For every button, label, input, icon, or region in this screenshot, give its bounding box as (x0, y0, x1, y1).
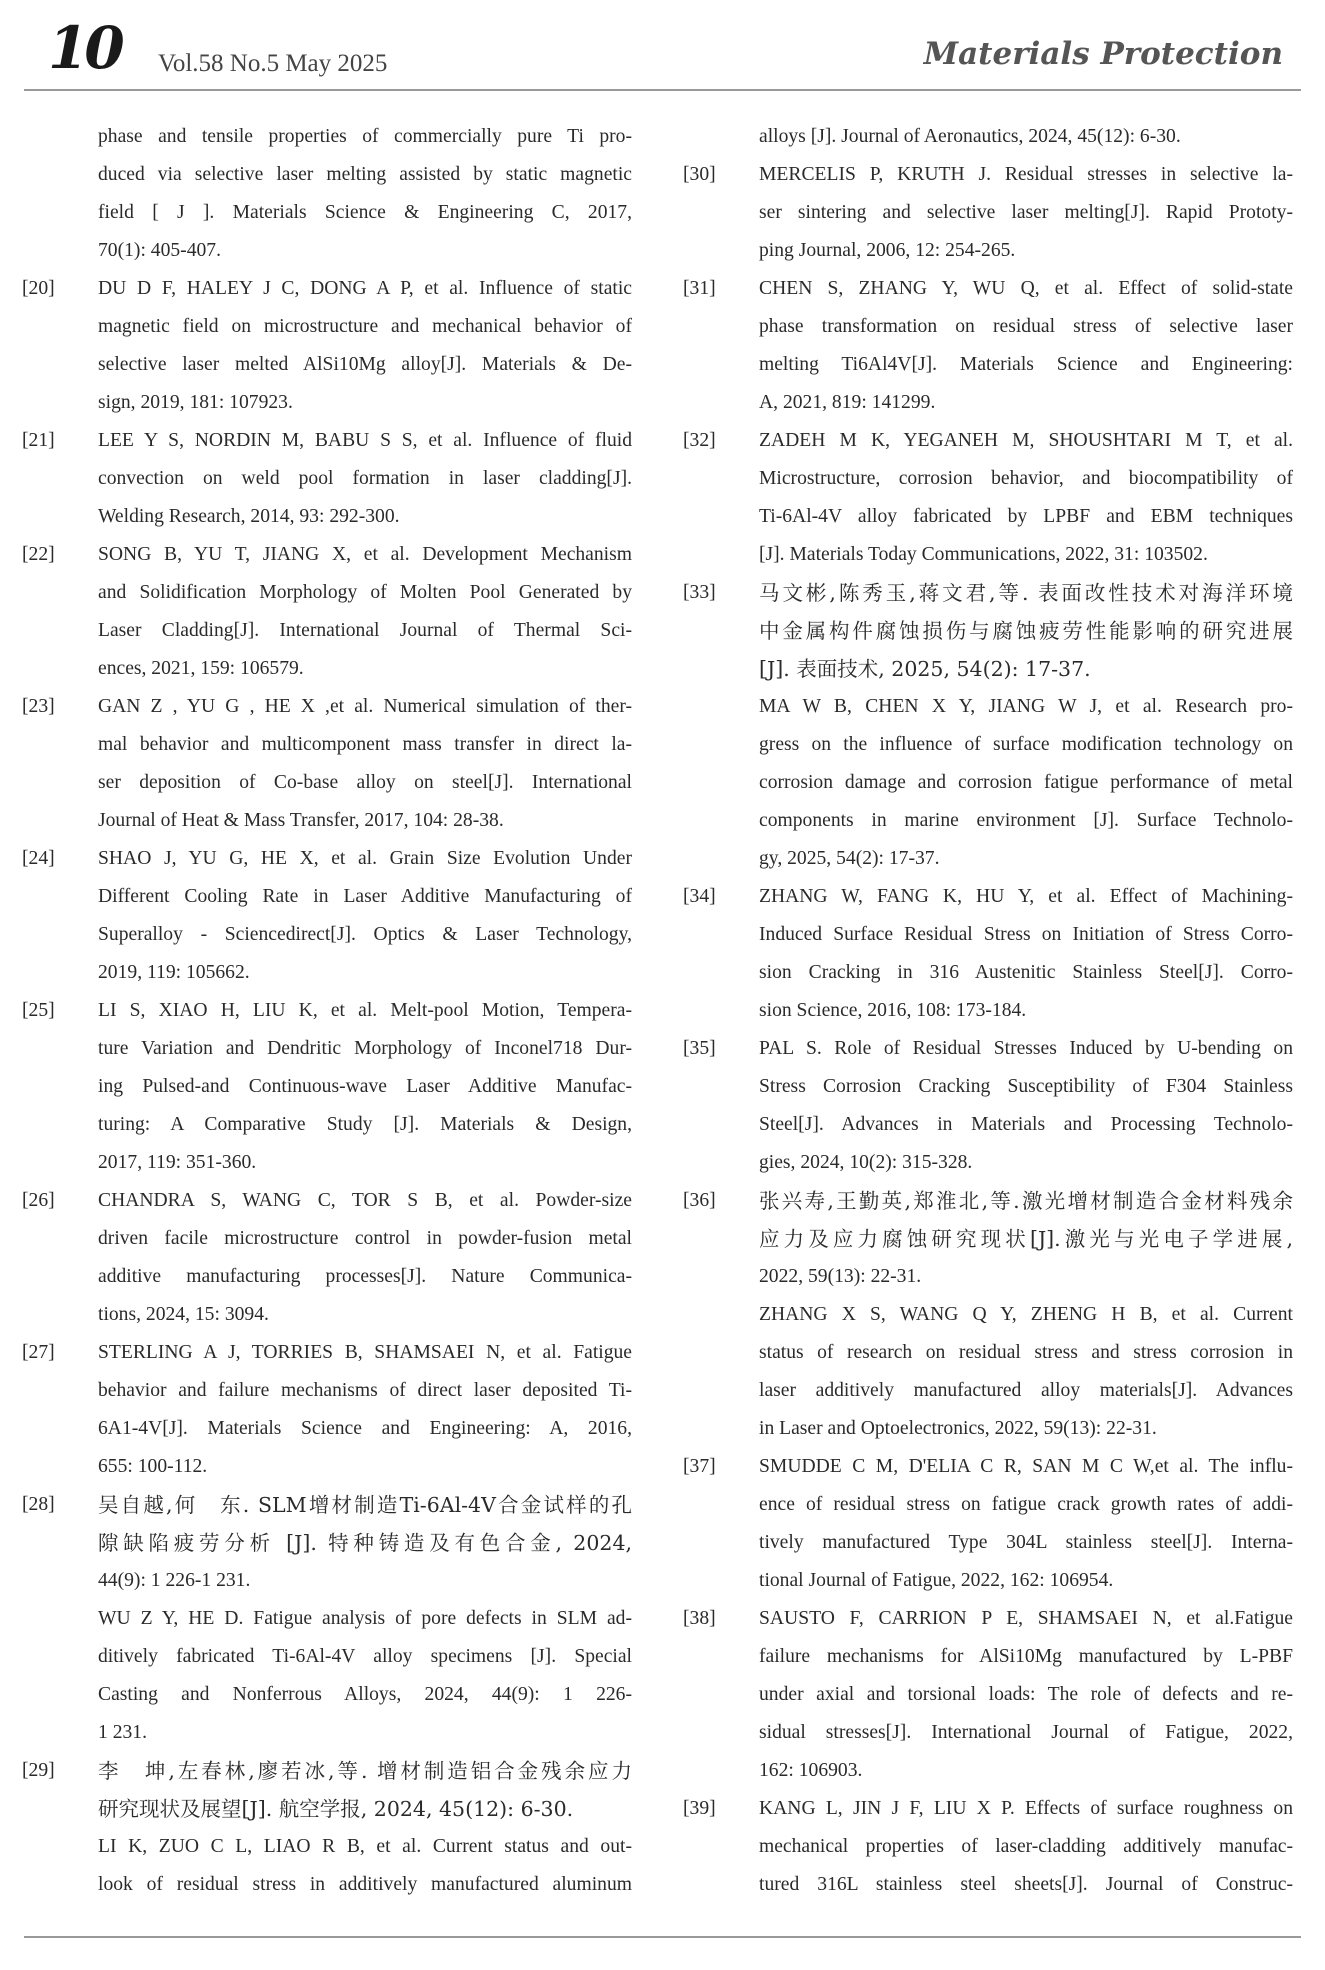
reference-text: SONG B, YU T, JIANG X, et al. Development Mechanism (98, 544, 632, 565)
reference-text: alloys [J]. Journal of Aeronautics, 2024, 45(12): 6-30. (759, 126, 1181, 147)
reference-line (22, 612, 632, 650)
reference-number: [37] (683, 1456, 716, 1477)
reference-line (683, 1562, 1293, 1600)
reference-text: under axial and torsional loads: The role of defects and re- (759, 1684, 1293, 1705)
reference-line (683, 1790, 1293, 1828)
reference-line (22, 1790, 632, 1828)
reference-text: PAL S. Role of Residual Stresses Induced by U-bending on (759, 1038, 1293, 1059)
reference-line (22, 384, 632, 422)
reference-text: ence of residual stress on fatigue crack growth rates of addi- (759, 1494, 1293, 1515)
page-number: 10 (48, 14, 121, 82)
reference-text: DU D F, HALEY J C, DONG A P, et al. Influence of static (98, 278, 632, 299)
reference-text: sion Cracking in 316 Austenitic Stainless Steel[J]. Corro- (759, 962, 1293, 983)
reference-line (22, 1638, 632, 1676)
reference-line (683, 612, 1293, 650)
reference-text: [J]. Materials Today Communications, 2022, 31: 103502. (759, 544, 1208, 565)
reference-text: 马文彬,陈秀玉,蒋文君,等. 表面改性技术对海洋环境 (759, 581, 1293, 605)
reference-text: MA W B, CHEN X Y, JIANG W J, et al. Research pro- (759, 696, 1293, 717)
reference-text: ping Journal, 2006, 12: 254-265. (759, 240, 1016, 261)
reference-line (22, 840, 632, 878)
reference-line (22, 194, 632, 232)
reference-text: 研究现状及展望[J]. 航空学报, 2024, 45(12): 6-30. (98, 1797, 574, 1821)
reference-line (683, 308, 1293, 346)
reference-line (683, 1258, 1293, 1296)
reference-line (22, 498, 632, 536)
reference-line (22, 650, 632, 688)
reference-line (683, 232, 1293, 270)
reference-number: [20] (22, 278, 55, 299)
reference-line (683, 954, 1293, 992)
reference-text: 6A1-4V[J]. Materials Science and Engineering: A, 2016, (98, 1418, 632, 1439)
header-rule (24, 89, 1301, 91)
reference-line (683, 1486, 1293, 1524)
reference-text: magnetic field on microstructure and mechanical behavior of (98, 316, 632, 337)
reference-line (683, 574, 1293, 612)
reference-text: mal behavior and multicomponent mass transfer in direct la- (98, 734, 632, 755)
reference-line (683, 1638, 1293, 1676)
reference-text: melting Ti6Al4V[J]. Materials Science and Engineering: (759, 354, 1293, 375)
reference-number: [28] (22, 1494, 55, 1515)
reference-line (683, 688, 1293, 726)
reference-text: ser sintering and selective laser melting[J]. Rapid Prototy- (759, 202, 1293, 223)
reference-text: ZADEH M K, YEGANEH M, SHOUSHTARI M T, et al. (759, 430, 1293, 451)
reference-number: [35] (683, 1038, 716, 1059)
reference-line (22, 764, 632, 802)
reference-line (22, 1182, 632, 1220)
reference-text: ditively fabricated Ti-6Al-4V alloy specimens [J]. Special (98, 1646, 632, 1667)
reference-text: 162: 106903. (759, 1760, 863, 1781)
reference-text: field [ J ]. Materials Science & Engineering C, 2017, (98, 202, 632, 223)
reference-line (683, 1600, 1293, 1638)
reference-line (22, 1676, 632, 1714)
reference-text: 2019, 119: 105662. (98, 962, 250, 983)
reference-line (22, 1524, 632, 1562)
reference-text: ZHANG X S, WANG Q Y, ZHENG H B, et al. Current (759, 1304, 1293, 1325)
reference-text: Different Cooling Rate in Laser Additive Manufacturing of (98, 886, 632, 907)
references-right-column (683, 118, 1293, 1904)
reference-line (683, 498, 1293, 536)
reference-line (22, 156, 632, 194)
reference-line (683, 1334, 1293, 1372)
reference-line (22, 346, 632, 384)
reference-line (683, 1410, 1293, 1448)
reference-line (683, 840, 1293, 878)
reference-text: sidual stresses[J]. International Journal of Fatigue, 2022, (759, 1722, 1293, 1743)
reference-line (22, 1486, 632, 1524)
reference-text: SAUSTO F, CARRION P E, SHAMSAEI N, et al.Fatigue (759, 1608, 1293, 1629)
reference-line (22, 1372, 632, 1410)
reference-text: Superalloy - Sciencedirect[J]. Optics & Laser Technology, (98, 924, 632, 945)
reference-line (22, 916, 632, 954)
reference-text: 中金属构件腐蚀损伤与腐蚀疲劳性能影响的研究进展 (759, 619, 1293, 643)
reference-line (683, 1752, 1293, 1790)
reference-text: Welding Research, 2014, 93: 292-300. (98, 506, 400, 527)
reference-line (683, 118, 1293, 156)
reference-text: GAN Z , YU G , HE X ,et al. Numerical simulation of ther- (98, 696, 632, 717)
reference-line (683, 1448, 1293, 1486)
reference-line (22, 1220, 632, 1258)
reference-text: turing: A Comparative Study [J]. Materials & Design, (98, 1114, 632, 1135)
reference-text: tured 316L stainless steel sheets[J]. Journal of Construc- (759, 1874, 1293, 1895)
reference-text: LI S, XIAO H, LIU K, et al. Melt-pool Motion, Tempera- (98, 1000, 632, 1021)
reference-number: [27] (22, 1342, 55, 1363)
reference-text: corrosion damage and corrosion fatigue performance of metal (759, 772, 1293, 793)
reference-line (683, 1524, 1293, 1562)
reference-text: behavior and failure mechanisms of direct laser deposited Ti- (98, 1380, 632, 1401)
reference-line (22, 1144, 632, 1182)
reference-text: phase and tensile properties of commercially pure Ti pro- (98, 126, 632, 147)
reference-text: additive manufacturing processes[J]. Nature Communica- (98, 1266, 632, 1287)
reference-text: tional Journal of Fatigue, 2022, 162: 106954. (759, 1570, 1114, 1591)
reference-text: 张兴寿,王勤英,郑淮北,等.激光增材制造合金材料残余 (759, 1189, 1293, 1213)
references-left-column (22, 118, 632, 1904)
reference-line (22, 536, 632, 574)
reference-line (683, 346, 1293, 384)
reference-line (22, 574, 632, 612)
reference-line (22, 1714, 632, 1752)
page-header (0, 0, 1325, 90)
reference-text: 应力及应力腐蚀研究现状[J].激光与光电子学进展, (759, 1227, 1293, 1251)
reference-text: 655: 100-112. (98, 1456, 208, 1477)
reference-text: 李 坤,左春林,廖若冰,等. 增材制造铝合金残余应力 (98, 1759, 632, 1783)
volume-info: Vol.58 No.5 May 2025 (158, 50, 388, 77)
reference-number: [33] (683, 582, 716, 603)
reference-line (22, 1258, 632, 1296)
reference-line (683, 1030, 1293, 1068)
reference-text: ences, 2021, 159: 106579. (98, 658, 304, 679)
reference-line (22, 802, 632, 840)
reference-number: [24] (22, 848, 55, 869)
reference-number: [29] (22, 1760, 55, 1781)
reference-line (22, 1068, 632, 1106)
reference-number: [38] (683, 1608, 716, 1629)
reference-text: look of residual stress in additively manufactured aluminum (98, 1874, 632, 1895)
reference-text: WU Z Y, HE D. Fatigue analysis of pore defects in SLM ad- (98, 1608, 632, 1629)
reference-text: Journal of Heat & Mass Transfer, 2017, 104: 28-38. (98, 810, 504, 831)
reference-line (22, 232, 632, 270)
reference-text: 2017, 119: 351-360. (98, 1152, 257, 1173)
reference-text: ing Pulsed-and Continuous-wave Laser Additive Manufac- (98, 1076, 632, 1097)
reference-text: 70(1): 405-407. (98, 240, 221, 261)
reference-text: 1 231. (98, 1722, 147, 1743)
reference-text: SHAO J, YU G, HE X, et al. Grain Size Evolution Under (98, 848, 632, 869)
reference-text: 44(9): 1 226-1 231. (98, 1570, 251, 1591)
reference-text: Ti-6Al-4V alloy fabricated by LPBF and EBM techniques (759, 506, 1293, 527)
reference-line (683, 270, 1293, 308)
reference-text: components in marine environment [J]. Surface Technolo- (759, 810, 1293, 831)
reference-text: KANG L, JIN J F, LIU X P. Effects of surface roughness on (759, 1798, 1293, 1819)
reference-text: phase transformation on residual stress of selective laser (759, 316, 1293, 337)
reference-line (683, 194, 1293, 232)
reference-text: SMUDDE C M, D'ELIA C R, SAN M C W,et al. The influ- (759, 1456, 1293, 1477)
reference-text: status of research on residual stress and stress corrosion in (759, 1342, 1293, 1363)
reference-line (683, 650, 1293, 688)
reference-number: [23] (22, 696, 55, 717)
reference-text: mechanical properties of laser-cladding additively manufac- (759, 1836, 1293, 1857)
reference-line (683, 764, 1293, 802)
reference-text: Microstructure, corrosion behavior, and biocompatibility of (759, 468, 1293, 489)
reference-line (683, 156, 1293, 194)
journal-name: Materials Protection (923, 36, 1283, 72)
reference-line (22, 270, 632, 308)
reference-text: and Solidification Morphology of Molten Pool Generated by (98, 582, 632, 603)
reference-line (22, 1752, 632, 1790)
reference-text: ZHANG W, FANG K, HU Y, et al. Effect of Machining- (759, 886, 1293, 907)
reference-number: [39] (683, 1798, 716, 1819)
reference-text: gies, 2024, 10(2): 315-328. (759, 1152, 973, 1173)
reference-text: CHEN S, ZHANG Y, WU Q, et al. Effect of solid-state (759, 278, 1293, 299)
reference-line (683, 1372, 1293, 1410)
reference-line (683, 1676, 1293, 1714)
reference-line (22, 878, 632, 916)
reference-line (22, 1296, 632, 1334)
reference-line (22, 460, 632, 498)
reference-text: MERCELIS P, KRUTH J. Residual stresses in selective la- (759, 164, 1293, 185)
reference-line (22, 954, 632, 992)
reference-text: in Laser and Optoelectronics, 2022, 59(13): 22-31. (759, 1418, 1157, 1439)
reference-line (22, 1106, 632, 1144)
reference-text: 隙缺陷疲劳分析 [J]. 特种铸造及有色合金, 2024, (98, 1531, 632, 1555)
reference-number: [30] (683, 164, 716, 185)
reference-text: [J]. 表面技术, 2025, 54(2): 17-37. (759, 657, 1091, 681)
reference-text: sign, 2019, 181: 107923. (98, 392, 293, 413)
reference-number: [25] (22, 1000, 55, 1021)
reference-text: Steel[J]. Advances in Materials and Processing Technolo- (759, 1114, 1293, 1135)
reference-text: gy, 2025, 54(2): 17-37. (759, 848, 940, 869)
reference-line (22, 1828, 632, 1866)
reference-text: failure mechanisms for AlSi10Mg manufactured by L-PBF (759, 1646, 1293, 1667)
reference-text: convection on weld pool formation in laser cladding[J]. (98, 468, 632, 489)
reference-line (683, 1182, 1293, 1220)
reference-line (683, 1296, 1293, 1334)
reference-line (683, 726, 1293, 764)
reference-text: Stress Corrosion Cracking Susceptibility of F304 Stainless (759, 1076, 1293, 1097)
reference-line (22, 308, 632, 346)
reference-text: Induced Surface Residual Stress on Initiation of Stress Corro- (759, 924, 1293, 945)
reference-line (683, 916, 1293, 954)
footer-rule (24, 1936, 1301, 1938)
reference-line (683, 422, 1293, 460)
reference-line (683, 1068, 1293, 1106)
reference-text: gress on the influence of surface modification technology on (759, 734, 1293, 755)
reference-line (22, 1030, 632, 1068)
reference-text: duced via selective laser melting assisted by static magnetic (98, 164, 632, 185)
reference-text: ture Variation and Dendritic Morphology of Inconel718 Dur- (98, 1038, 632, 1059)
reference-line (22, 1410, 632, 1448)
reference-text: driven facile microstructure control in powder-fusion metal (98, 1228, 632, 1249)
reference-line (22, 1448, 632, 1486)
reference-line (683, 802, 1293, 840)
reference-text: ser deposition of Co-base alloy on steel[J]. International (98, 772, 632, 793)
reference-text: sion Science, 2016, 108: 173-184. (759, 1000, 1027, 1021)
reference-text: laser additively manufactured alloy materials[J]. Advances (759, 1380, 1293, 1401)
reference-line (22, 118, 632, 156)
reference-line (683, 1828, 1293, 1866)
reference-text: tions, 2024, 15: 3094. (98, 1304, 269, 1325)
reference-line (683, 1866, 1293, 1904)
reference-line (22, 1866, 632, 1904)
reference-number: [36] (683, 1190, 716, 1211)
reference-line (683, 1144, 1293, 1182)
reference-line (683, 878, 1293, 916)
reference-number: [21] (22, 430, 55, 451)
reference-text: LEE Y S, NORDIN M, BABU S S, et al. Influence of fluid (98, 430, 632, 451)
reference-text: LI K, ZUO C L, LIAO R B, et al. Current status and out- (98, 1836, 632, 1857)
reference-number: [31] (683, 278, 716, 299)
reference-text: CHANDRA S, WANG C, TOR S B, et al. Powder-size (98, 1190, 632, 1211)
reference-number: [22] (22, 544, 55, 565)
reference-text: A, 2021, 819: 141299. (759, 392, 936, 413)
reference-line (22, 726, 632, 764)
reference-text: Casting and Nonferrous Alloys, 2024, 44(9): 1 226- (98, 1684, 632, 1705)
reference-line (683, 1220, 1293, 1258)
reference-text: tively manufactured Type 304L stainless steel[J]. Interna- (759, 1532, 1293, 1553)
reference-line (683, 384, 1293, 422)
reference-text: 吴自越,何 东. SLM增材制造Ti-6Al-4V合金试样的孔 (98, 1493, 632, 1517)
reference-line (683, 536, 1293, 574)
reference-text: STERLING A J, TORRIES B, SHAMSAEI N, et al. Fatigue (98, 1342, 632, 1363)
reference-number: [26] (22, 1190, 55, 1211)
reference-line (22, 992, 632, 1030)
reference-line (22, 688, 632, 726)
reference-number: [34] (683, 886, 716, 907)
reference-text: 2022, 59(13): 22-31. (759, 1266, 922, 1287)
reference-number: [32] (683, 430, 716, 451)
reference-line (683, 1106, 1293, 1144)
reference-line (683, 992, 1293, 1030)
reference-line (683, 460, 1293, 498)
reference-line (22, 1334, 632, 1372)
reference-line (22, 1600, 632, 1638)
reference-text: selective laser melted AlSi10Mg alloy[J]. Materials & De- (98, 354, 632, 375)
reference-text: Laser Cladding[J]. International Journal of Thermal Sci- (98, 620, 632, 641)
reference-line (22, 422, 632, 460)
reference-line (683, 1714, 1293, 1752)
reference-line (22, 1562, 632, 1600)
